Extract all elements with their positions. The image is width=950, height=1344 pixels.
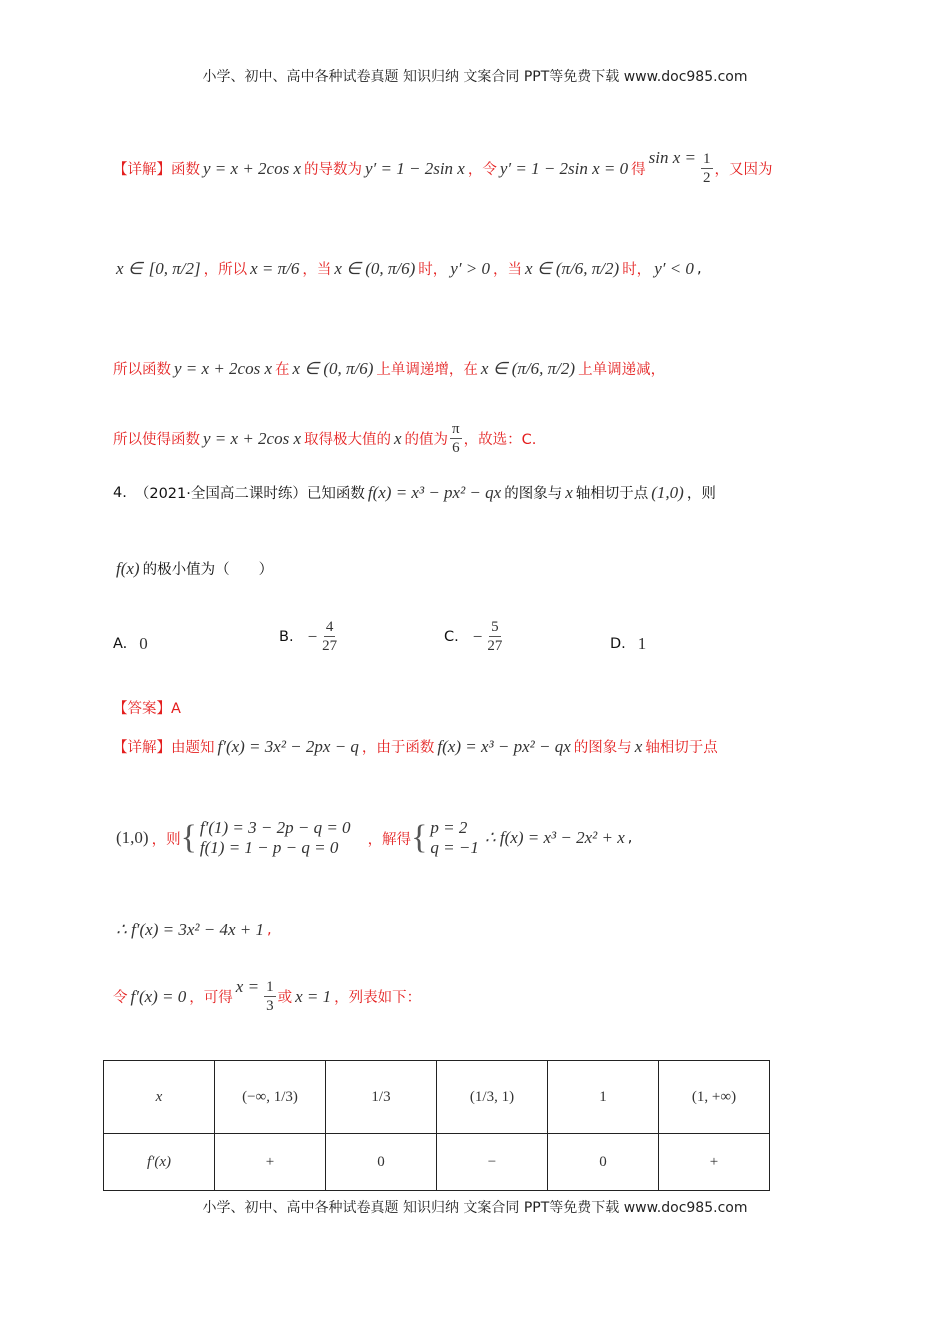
math: x ∈ [116,258,143,278]
table-cell: 1 [548,1061,659,1134]
text: , [627,830,633,846]
solution-line-4 [113,978,421,1015]
math: f(x) [116,558,140,578]
text: ，则 [151,831,181,848]
option-value: 1 [637,634,647,653]
math: f(x) = x³ − px² − qx [367,482,502,502]
math: x ∈ (0, π/6) [292,358,374,378]
fraction [450,420,462,457]
math: sin x = [648,147,697,167]
text: 所以函数 [113,362,171,378]
math: x = [235,976,260,996]
text: 的图象与 [573,740,632,756]
math: y = x + 2cos x [174,358,272,378]
denominator: 6 [452,440,460,456]
table-cell: − [437,1134,548,1191]
math: f′(x) = 0 [130,986,187,1006]
table-cell: + [215,1134,326,1191]
table-row [104,1134,770,1191]
text: 上单调递增，在 [376,362,478,378]
denominator: 27 [322,638,338,654]
page-header: 小学、初中、高中各种试卷真题 知识归纳 文案合同 PPT等免费下载 www.doc985.com [202,69,748,85]
numerator: 1 [266,979,274,995]
page-footer: 小学、初中、高中各种试卷真题 知识归纳 文案合同 PPT等免费下载 www.doc985.com [202,1200,748,1216]
math: [0, π/2] [148,258,201,278]
solution-system [427,818,481,858]
math: x = π/6 [250,258,300,278]
numerator: 4 [325,619,334,635]
table-cell: (1/3, 1) [437,1061,548,1134]
option-sign: − [472,626,483,646]
math: y′ = 1 − 2sin x = 0 [499,158,629,178]
text: ，列表如下： [334,990,422,1006]
question-line-2 [113,558,273,579]
math: f′(x) = 3x² − 2px − q [217,736,359,756]
math: ∴ f′(x) = 3x² − 4x + 1 [116,920,264,939]
answer-line [113,697,181,718]
text: 上单调递减， [578,362,666,378]
numerator: π [452,421,460,437]
text: ，可得 [189,990,233,1006]
answer: 【答案】A [113,701,181,717]
option-sign: − [307,626,318,646]
option-label: A. [113,636,128,652]
table-row [104,1061,770,1134]
text: 时， [622,262,652,278]
question-number: 4. [113,484,127,501]
table-cell: 1/3 [326,1061,437,1134]
table-cell: + [659,1134,770,1191]
option-label: C. [444,628,459,645]
math: (1,0) [651,482,684,502]
solution-line-1 [113,736,718,757]
math: q = −1 [430,838,479,857]
denominator: 3 [266,998,274,1014]
prev-solution-line-1 [113,147,773,187]
option-label: D. [610,636,626,652]
table-cell: 0 [326,1134,437,1191]
text: , [266,922,272,938]
math: x = 1 [295,986,332,1006]
math: y′ < 0 [654,258,694,278]
text: 【详解】函数 [113,162,200,178]
text: ，所以 [203,262,248,278]
text: 轴相切于点 [575,486,649,502]
text: ，当 [302,262,332,278]
math: x ∈ (π/6, π/2) [480,358,576,378]
math: ∴ f(x) = x³ − 2x² + x [484,828,625,847]
option-c[interactable] [444,618,504,655]
table-cell: 0 [548,1134,659,1191]
text: , [696,260,702,277]
prev-solution-line-2 [113,258,702,279]
text: ，故选：C. [463,432,537,448]
text: ，由于函数 [361,740,435,756]
text: 时， [418,262,448,278]
table-cell: f′(x) [104,1134,215,1191]
text: ，令 [467,162,497,178]
text: ，又因为 [714,162,773,178]
text: ，当 [493,262,523,278]
option-a[interactable] [113,634,151,654]
text: 或 [277,990,293,1006]
text: 的值为 [404,432,449,448]
denominator: 27 [487,638,503,654]
math: x [565,482,573,502]
math: y = x + 2cos x [203,428,301,448]
option-value: 0 [139,634,148,653]
text: 得 [631,162,646,178]
equation-system [197,818,354,858]
math: y′ = 1 − 2sin x [365,158,465,178]
text: 【详解】由题知 [113,740,215,756]
text: ，则 [686,486,716,502]
text: 的图象与 [504,486,563,502]
math: x ∈ (π/6, π/2) [525,258,620,278]
option-b[interactable] [279,618,339,655]
math: x [394,428,402,448]
sign-table [103,1060,770,1191]
option-label: B. [279,628,294,645]
question-line-1 [113,482,716,503]
math: p = 2 [430,818,468,837]
table-cell: (1, +∞) [659,1061,770,1134]
option-d[interactable] [610,634,649,654]
math: x [634,736,643,756]
text: 的极小值为（ ） [142,562,274,578]
text: 的导数为 [304,162,362,178]
prev-solution-line-3 [113,358,665,379]
left-brace: { [180,819,197,856]
text: 令 [113,990,128,1006]
math: f(x) = x³ − px² − qx [437,736,571,756]
math: f(1) = 1 − p − q = 0 [199,838,339,857]
table-cell: x [104,1061,215,1134]
text: 轴相切于点 [645,740,718,756]
text: 所以使得函数 [113,432,200,448]
fraction [701,150,713,187]
math: f′(1) = 3 − 2p − q = 0 [199,818,351,837]
math: x ∈ (0, π/6) [334,258,416,278]
text: 在 [275,362,290,378]
question-source: （2021·全国高二课时练）已知函数 [134,486,365,502]
text: 取得极大值的 [304,432,391,448]
fraction [322,618,337,655]
solution-line-2 [113,818,632,858]
solution-line-3 [113,920,272,940]
prev-solution-line-4 [113,420,536,457]
fraction [264,978,276,1015]
table-cell: (−∞, 1/3) [215,1061,326,1134]
left-brace: { [411,819,428,856]
fraction [487,618,502,655]
math: y = x + 2cos x [203,158,301,178]
math: (1,0) [116,828,149,847]
numerator: 1 [703,151,711,167]
denominator: 2 [703,170,711,186]
math: y′ > 0 [450,258,491,278]
numerator: 5 [491,619,499,635]
text: ，解得 [367,831,412,848]
